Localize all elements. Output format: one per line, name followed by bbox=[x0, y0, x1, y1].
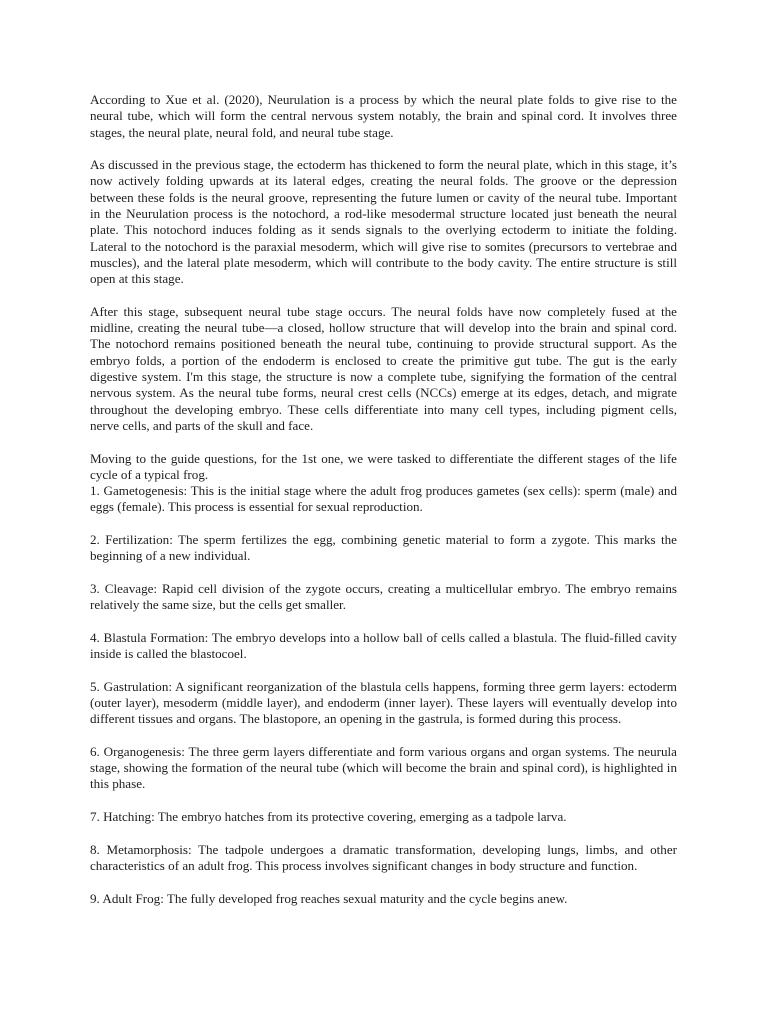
document-body bbox=[90, 92, 677, 923]
paragraph-neurulation-intro: According to Xue et al. (2020), Neurulation is a process by which the neural plate folds to give rise to the neural tube, which will form the central nervous system notably, the brain and spinal cord. It involves three stages, the neural plate, neural fold, and neural tube stage. bbox=[90, 92, 677, 140]
list-item-fertilization: 2. Fertilization: The sperm fertilizes the egg, combining genetic material to form a zygote. This marks the beginning of a new individual. bbox=[90, 532, 677, 564]
list-item-cleavage: 3. Cleavage: Rapid cell division of the zygote occurs, creating a multicellular embryo. The embryo remains relatively the same size, but the cells get smaller. bbox=[90, 580, 677, 613]
paragraph-guide-questions: Moving to the guide questions, for the 1st one, we were tasked to differentiate the different stages of the life cycle of a typical frog. bbox=[90, 450, 677, 482]
list-item-adult-frog: 9. Adult Frog: The fully developed frog reaches sexual maturity and the cycle begins anew. bbox=[90, 890, 568, 906]
list-item-hatching: 7. Hatching: The embryo hatches from its protective covering, emerging as a tadpole larva. bbox=[90, 809, 567, 825]
list-item-organogenesis: 6. Organogenesis: The three germ layers differentiate and form various organs and organ systems. The neurula stage, showing the formation of the neural tube (which will become the brain and spinal cord), is highlighted in this phase. bbox=[90, 743, 677, 792]
list-item-gametogenesis: 1. Gametogenesis: This is the initial stage where the adult frog produces gametes (sex cells): sperm (male) and eggs (female). This process is essential for sexual reproduction. bbox=[90, 483, 677, 515]
list-item-blastula-formation: 4. Blastula Formation: The embryo develops into a hollow ball of cells called a blastula. The fluid-filled cavity inside is called the blastocoel. bbox=[90, 629, 677, 662]
paragraph-neural-fold-stage: As discussed in the previous stage, the ectoderm has thickened to form the neural plate, which in this stage, it’s now actively folding upwards at its lateral edges, creating the neural folds. The groove or the depression between these folds is the neural groove, representing the future lumen or cavity of the neural tube. Important in the Neurulation process is the notochord, a rod-like mesodermal structure located just beneath the neural plate. This notochord induces folding as it sends signals to the overlying ectoderm to initiate the folding. Lateral to the notochord is the paraxial mesoderm, which will give rise to somites (precursors to vertebrae and muscles), and the lateral plate mesoderm, which will contribute to the body cavity. The entire structure is still open at this stage. bbox=[90, 157, 677, 287]
list-item-metamorphosis: 8. Metamorphosis: The tadpole undergoes a dramatic transformation, developing lungs, limbs, and other characteristics of an adult frog. This process involves significant changes in body structure and function. bbox=[90, 841, 677, 873]
paragraph-neural-tube-stage: After this stage, subsequent neural tube stage occurs. The neural folds have now completely fused at the midline, creating the neural tube—a closed, hollow structure that will develop into the brain and spinal cord. The notochord remains positioned beneath the neural tube, continuing to provide structural support. As the embryo folds, a portion of the endoderm is enclosed to create the primitive gut tube. The gut is the early digestive system. I'm this stage, the structure is now a complete tube, signifying the formation of the central nervous system. As the neural tube forms, neural crest cells (NCCs) emerge at its edges, detach, and migrate throughout the developing embryo. These cells differentiate into many cell types, including pigment cells, nerve cells, and parts of the skull and face. bbox=[90, 303, 677, 433]
list-item-gastrulation: 5. Gastrulation: A significant reorganization of the blastula cells happens, forming three germ layers: ectoderm (outer layer), mesoderm (middle layer), and endoderm (inner layer). These layers will eventually develop into different tissues and organs. The blastopore, an opening in the gastrula, is formed during this process. bbox=[90, 678, 677, 727]
